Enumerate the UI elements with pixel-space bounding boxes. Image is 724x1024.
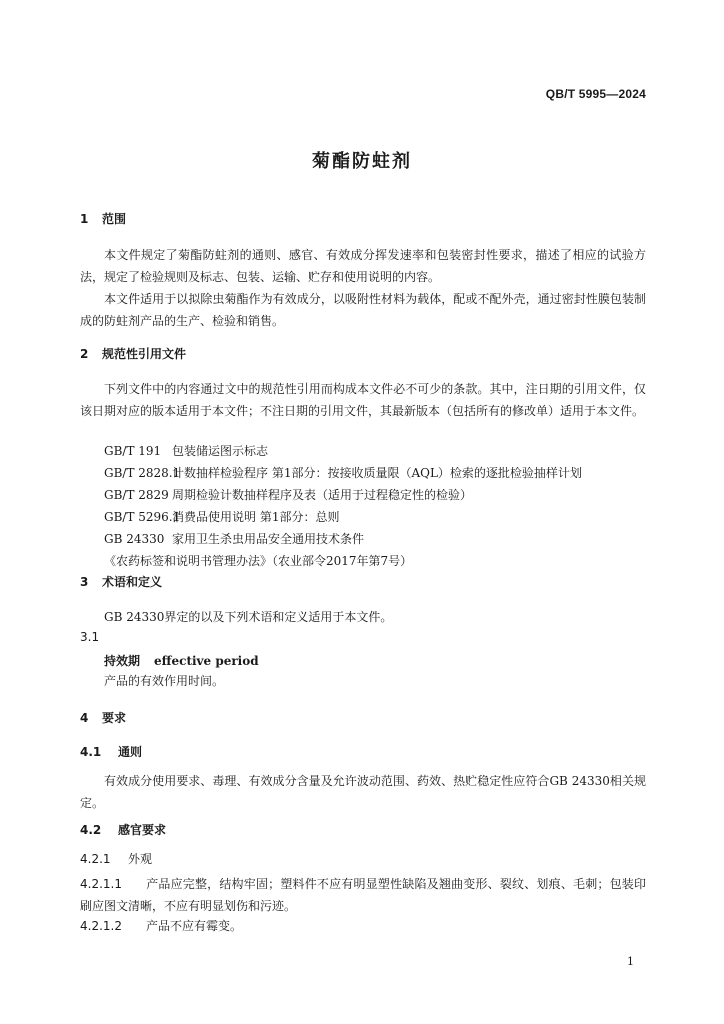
section-4-1-number: 4.1 <box>80 745 102 759</box>
section-4-2-number: 4.2 <box>80 823 102 837</box>
term-definition: 产品的有效作用时间。 <box>104 674 225 688</box>
section-4-title: 要求 <box>102 711 127 725</box>
section-4-2-heading <box>80 821 166 838</box>
document-title: 菊酯防蛀剂 <box>312 151 412 172</box>
reference-code: GB/T 2828.1 <box>104 466 181 480</box>
section-4-2-1-number: 4.2.1 <box>80 852 111 866</box>
section-4-number: 4 <box>80 711 89 725</box>
section-2-title: 规范性引用文件 <box>102 347 187 361</box>
reference-code: GB/T 191 <box>104 444 162 458</box>
reference-title: 周期检验计数抽样程序及表（适用于过程稳定性的检验） <box>172 488 473 502</box>
section-1-title: 范围 <box>102 212 127 226</box>
term-number: 3.1 <box>80 630 100 644</box>
clause-4-2-1-2 <box>80 917 242 934</box>
clause-4-2-1-1 <box>80 873 646 917</box>
section-3-paragraph-1: GB 24330界定的以及下列术语和定义适用于本文件。 <box>104 610 393 624</box>
section-1-heading <box>80 210 126 227</box>
reference-item <box>104 464 582 481</box>
term-chinese: 持效期 <box>104 654 141 668</box>
section-4-2-title: 感官要求 <box>118 823 167 837</box>
section-4-1-heading <box>80 743 142 760</box>
section-1-number: 1 <box>80 212 89 226</box>
section-4-1-paragraph: 有效成分使用要求、毒理、有效成分含量及允许波动范围、药效、热贮稳定性应符合GB 24330相关规定。 <box>80 774 646 810</box>
section-1-paragraph-2: 本文件适用于以拟除虫菊酯作为有效成分，以吸附性材料为载体，配或不配外壳，通过密封性膜包装制成的防蛀剂产品的生产、检验和销售。 <box>80 292 646 328</box>
section-2-heading <box>80 345 186 362</box>
clause-4-2-1-2-text: 产品不应有霉变。 <box>146 919 243 933</box>
clause-4-2-1-1-text: 产品应完整，结构牢固；塑料件不应有明显塑性缺陷及翘曲变形、裂纹、划痕、毛刺；包装印刷应图文清晰，不应有明显划伤和污迹。 <box>80 877 646 913</box>
reference-item <box>104 530 364 547</box>
section-4-1-title: 通则 <box>118 745 143 759</box>
section-4-2-1-heading <box>80 850 152 867</box>
reference-code: GB 24330 <box>104 532 165 546</box>
section-2-number: 2 <box>80 347 89 361</box>
term-entry <box>104 652 259 669</box>
section-4-2-1-title: 外观 <box>128 852 153 866</box>
section-3-title: 术语和定义 <box>102 575 163 589</box>
clause-4-2-1-1-number: 4.2.1.1 <box>80 877 122 891</box>
reference-code: GB/T 5296.1 <box>104 510 181 524</box>
reference-code: GB/T 2829 <box>104 488 169 502</box>
section-4-heading <box>80 709 126 726</box>
reference-title: 消费品使用说明 第1部分：总则 <box>172 510 340 524</box>
section-3-number: 3 <box>80 575 89 589</box>
reference-title: 包装储运图示标志 <box>172 444 269 458</box>
page-number: 1 <box>627 955 634 968</box>
clause-4-2-1-2-number: 4.2.1.2 <box>80 919 122 933</box>
reference-title: 家用卫生杀虫用品安全通用技术条件 <box>172 532 365 546</box>
section-1-paragraph-1: 本文件规定了菊酯防蛀剂的通则、感官、有效成分挥发速率和包装密封性要求，描述了相应的试验方法，规定了检验规则及标志、包装、运输、贮存和使用说明的内容。 <box>80 248 646 284</box>
reference-title: 计数抽样检验程序 第1部分：按接收质量限（AQL）检索的逐批检验抽样计划 <box>172 466 582 480</box>
reference-item <box>104 508 339 525</box>
reference-regulation: 《农药标签和说明书管理办法》（农业部令2017年第7号） <box>104 554 413 568</box>
section-2-paragraph-1: 下列文件中的内容通过文中的规范性引用而构成本文件必不可少的条款。其中，注日期的引用文件，仅该日期对应的版本适用于本文件；不注日期的引用文件，其最新版本（包括所有的修改单）适用于本文件。 <box>80 382 646 418</box>
term-english: effective period <box>154 654 259 668</box>
reference-item <box>104 486 472 503</box>
reference-item <box>104 442 268 459</box>
standard-number: QB/T 5995—2024 <box>545 87 646 101</box>
section-3-heading <box>80 573 162 590</box>
